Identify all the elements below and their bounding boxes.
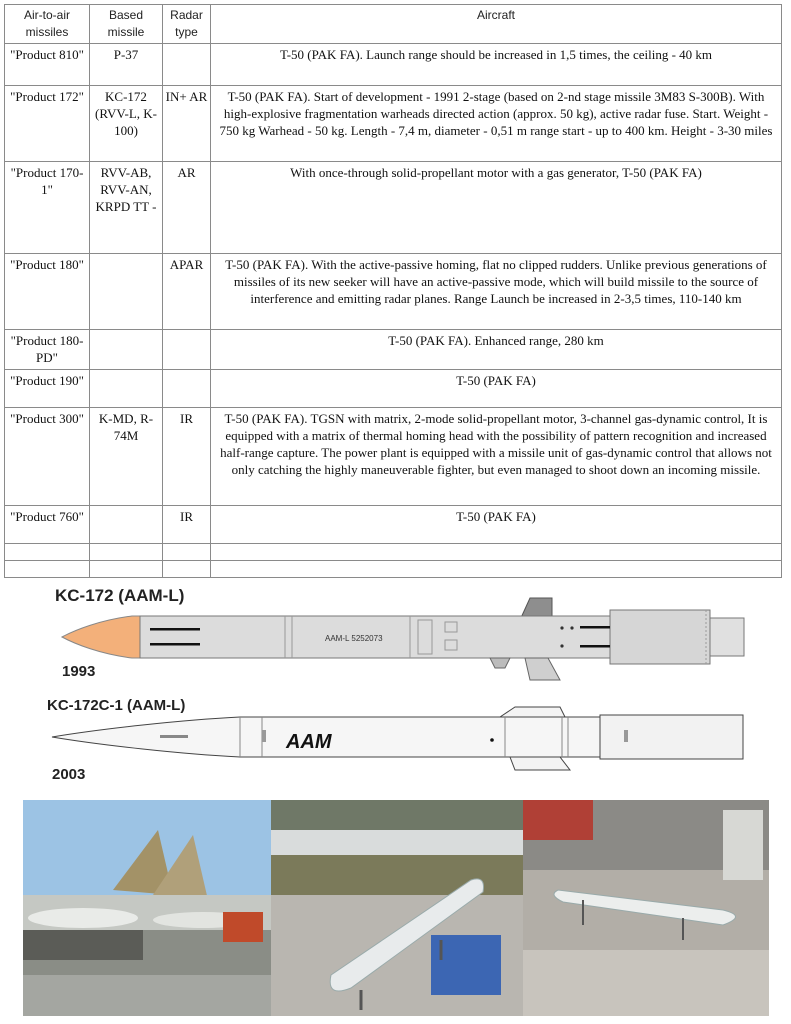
kc172-rivet xyxy=(560,626,563,629)
kc172c-year: 2003 xyxy=(52,766,86,783)
kc172c-upper-fin xyxy=(500,707,565,717)
header-radar-type: Radar type xyxy=(163,5,211,44)
missile-spec-table xyxy=(4,4,782,578)
radar-type: IR xyxy=(163,408,211,506)
missile-name: "Product 180" xyxy=(5,254,90,330)
kc172-nozzle xyxy=(710,618,744,656)
empty-cell xyxy=(163,544,211,561)
radar-type: IR xyxy=(163,506,211,544)
based-missile xyxy=(90,506,163,544)
empty-cell xyxy=(5,544,90,561)
table-row xyxy=(5,370,782,408)
aircraft-description: T-50 (PAK FA). Start of development - 1991 2-stage (based on 2-nd stage missile 3M83 S-300B). With high-explosive fragmentation warheads directed action (approx. 50 kg), active radar fuse. Start. Weight - 750 kg Warhead - 50 kg. Length - 7,4 m, diameter - 0,51 m range start - up to 400 km. Height - 3-30 miles xyxy=(211,86,782,162)
photo-missile-on-stand xyxy=(271,800,523,1016)
kc172-stripe xyxy=(150,643,200,646)
kc172-body-marking: AAM-L 5252073 xyxy=(325,634,383,643)
background-seating xyxy=(271,855,523,895)
table-row xyxy=(5,86,782,162)
display-board xyxy=(723,810,763,880)
photo-missile-under-aircraft xyxy=(523,800,769,1016)
based-missile xyxy=(90,370,163,408)
empty-cell xyxy=(5,561,90,578)
radar-type xyxy=(163,370,211,408)
empty-cell xyxy=(211,561,782,578)
table-row xyxy=(5,330,782,370)
based-missile: RVV-AB, RVV-AN, KRPD TT - xyxy=(90,162,163,254)
header-based-missile: Based missile xyxy=(90,5,163,44)
table-row xyxy=(5,506,782,544)
kc172-nose-cone xyxy=(62,616,140,658)
aircraft-description: T-50 (PAK FA). Launch range should be increased in 1,5 times, the ceiling - 40 km xyxy=(211,44,782,86)
table-header-row xyxy=(5,5,782,44)
based-missile xyxy=(90,330,163,370)
table-row-empty xyxy=(5,561,782,578)
kc172-rear-section xyxy=(610,610,710,664)
aircraft-description: T-50 (PAK FA). Enhanced range, 280 km xyxy=(211,330,782,370)
empty-cell xyxy=(90,544,163,561)
aircraft-description: T-50 (PAK FA) xyxy=(211,506,782,544)
kc172c-missile-drawing xyxy=(52,707,743,770)
header-air-to-air-missiles: Air-to-air missiles xyxy=(5,5,90,44)
empty-cell xyxy=(90,561,163,578)
header-aircraft: Aircraft xyxy=(211,5,782,44)
table-row xyxy=(5,408,782,506)
vehicle xyxy=(223,912,263,942)
kc172-year: 1993 xyxy=(62,663,96,680)
kc172c-lower-fin xyxy=(510,757,570,770)
kc172c-marking-block xyxy=(262,730,266,742)
based-missile xyxy=(90,254,163,330)
radar-type: APAR xyxy=(163,254,211,330)
table-row xyxy=(5,162,782,254)
kc172c-rivet xyxy=(490,738,494,742)
tarmac xyxy=(23,975,271,1016)
kc172c-serial-mark xyxy=(160,735,188,738)
based-missile: K-MD, R-74M xyxy=(90,408,163,506)
table-row-empty xyxy=(5,544,782,561)
aircraft-description: T-50 (PAK FA). TGSN with matrix, 2-mode solid-propellant motor, 3-channel gas-dynamic control, It is equipped with a matrix of thermal homing head with the possibility of pattern recognition and increased half-range capture. The power plant is equipped with a missile unit of gas-dynamic control that allows not only catching the highly maneuverable fighter, but even managed to shoot down an incoming missile. xyxy=(211,408,782,506)
kc172c-title: KC-172C-1 (AAM-L) xyxy=(47,697,186,714)
radar-type xyxy=(163,330,211,370)
based-missile: P-37 xyxy=(90,44,163,86)
missile-name: "Product 170-1" xyxy=(5,162,90,254)
kc172c-body-marking: AAM xyxy=(286,731,332,753)
aircraft-description: With once-through solid-propellant motor with a gas generator, T-50 (PAK FA) xyxy=(211,162,782,254)
kc172-missile-drawing xyxy=(62,598,744,680)
missile-name: "Product 172" xyxy=(5,86,90,162)
kc172c-rear-section xyxy=(600,715,743,759)
photo-airshow-display xyxy=(23,800,271,1016)
missile xyxy=(28,908,138,928)
kc172c-marking-block xyxy=(624,730,628,742)
missile-name: "Product 760" xyxy=(5,506,90,544)
background-vehicles xyxy=(271,830,523,855)
kc172-title: KC-172 (AAM-L) xyxy=(55,586,185,605)
display-stand xyxy=(23,930,143,960)
kc172-rivet xyxy=(570,626,573,629)
radar-type: AR xyxy=(163,162,211,254)
kc172-stripe xyxy=(580,626,610,629)
missile-name: "Product 180-PD" xyxy=(5,330,90,370)
missile-diagrams xyxy=(0,590,791,790)
empty-cell xyxy=(211,544,782,561)
aircraft-description: T-50 (PAK FA) xyxy=(211,370,782,408)
based-missile: KC-172 (RVV-L, K-100) xyxy=(90,86,163,162)
kc172-rivet xyxy=(560,644,563,647)
missile-name: "Product 190" xyxy=(5,370,90,408)
empty-cell xyxy=(163,561,211,578)
radar-type xyxy=(163,44,211,86)
radar-type: IN+ AR xyxy=(163,86,211,162)
red-structure xyxy=(523,800,593,840)
kc172-lower-fin-small xyxy=(490,658,510,668)
kc172-stripe xyxy=(580,645,610,648)
ground xyxy=(523,950,769,1016)
aircraft-description: T-50 (PAK FA). With the active-passive homing, flat no clipped rudders. Unlike previous generations of missiles of its new seeker will have an active-passive mode, which will build missile to the source of interference and emitting radar planes. Range Launch be increased in 2-3,5 times, 110-140 km xyxy=(211,254,782,330)
kc172-lower-fin xyxy=(525,658,560,680)
table-row xyxy=(5,254,782,330)
table-row xyxy=(5,44,782,86)
missile-name: "Product 810" xyxy=(5,44,90,86)
missile-name: "Product 300" xyxy=(5,408,90,506)
kc172-stripe xyxy=(150,628,200,631)
